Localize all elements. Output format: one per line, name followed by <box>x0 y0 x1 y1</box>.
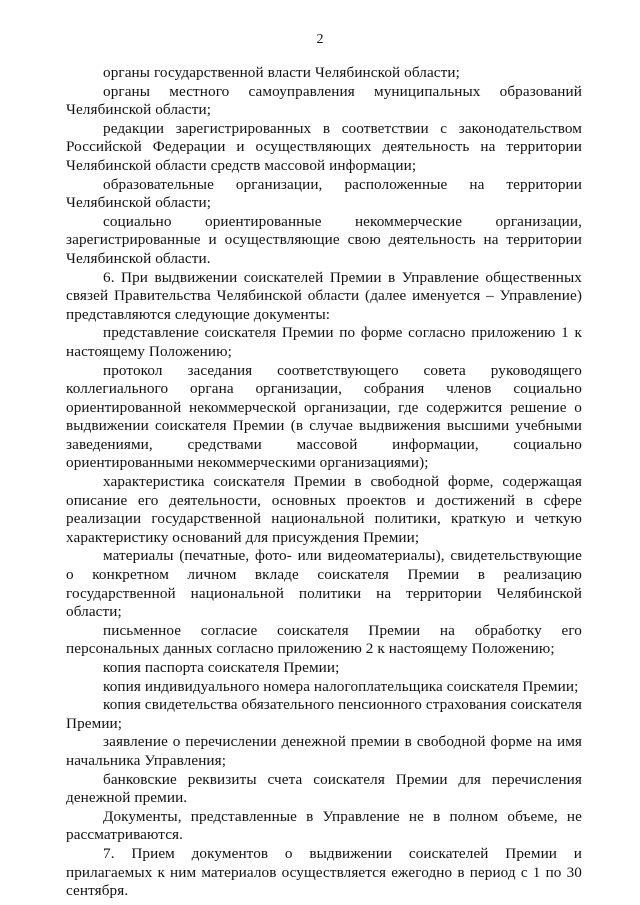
paragraph-passport: копия паспорта соискателя Премии; <box>103 659 340 676</box>
paragraph-characteristic: характеристика соискателя Премии в свободной форме, содержащая описание его деятельности, основных проектов и достижений в сфере реализации государственной национальной политики, краткую и четкую характеристику оснований для присуждения Премии; <box>66 473 582 546</box>
paragraph-materials: материалы (печатные, фото- или видеоматериалы), свидетельствующие о конкретном личном вкладе соискателя Премии в реализацию государственной национальной политики на территории Челябинской области; <box>66 547 582 621</box>
page-number: 2 <box>316 32 324 47</box>
paragraph-media-editors: редакции зарегистрированных в соответствии с законодательством Российской Федерации и осуществляющих деятельность на территории Челябинской области средств массовой информации; <box>66 119 582 174</box>
paragraph-snils: копия свидетельства обязательного пенсионного страхования соискателя Премии; <box>66 696 582 732</box>
paragraph-protocol: протокол заседания соответствующего совета руководящего коллегиального органа организации, собрания членов социально ориентированной некоммерческой организации, где содержится решение о выдвижении соискателя Премии (в случае выдвижения высшими учебными заведениями, средствами массовой информации, социально ориентированными некоммерческими организациями); <box>66 361 582 472</box>
paragraph-consent: письменное согласие соискателя Премии на обработку его персональных данных согласно приложению 2 к настоящему Положению; <box>66 621 582 658</box>
paragraph-transfer-request: заявление о перечислении денежной премии в свободной форме на имя начальника Управления; <box>66 733 582 769</box>
paragraph-nomination-form: представление соискателя Премии по форме согласно приложению 1 к настоящему Положению; <box>66 324 582 360</box>
paragraph-inn: копия индивидуального номера налогоплательщика соискателя Премии; <box>103 677 579 695</box>
paragraph-incomplete-docs: Документы, представленные в Управление не в полном объеме, не рассматриваются. <box>66 807 582 844</box>
paragraph-nonprofit-orgs: социально ориентированные некоммерческие организации, зарегистрированные и осуществляющие свою деятельность на территории Челябинской области. <box>66 212 582 267</box>
document-body <box>66 64 582 901</box>
paragraph-bank-details: банковские реквизиты счета соискателя Премии для перечисления денежной премии. <box>66 770 582 807</box>
paragraph-section-7: 7. Прием документов о выдвижении соискателей Премии и прилагаемых к ним материалов осуществляется ежегодно в период с 1 по 30 сентября. <box>66 844 582 900</box>
paragraph-educational-orgs: образовательные организации, расположенные на территории Челябинской области; <box>66 175 582 212</box>
paragraph-local-government: органы местного самоуправления муниципальных образований Челябинской области; <box>66 82 582 119</box>
paragraph-state-authorities: органы государственной власти Челябинской области; <box>103 64 460 81</box>
paragraph-section-6: 6. При выдвижении соискателей Премии в Управление общественных связей Правительства Челябинской области (далее именуется – Управление) представляются следующие документы: <box>66 268 582 323</box>
